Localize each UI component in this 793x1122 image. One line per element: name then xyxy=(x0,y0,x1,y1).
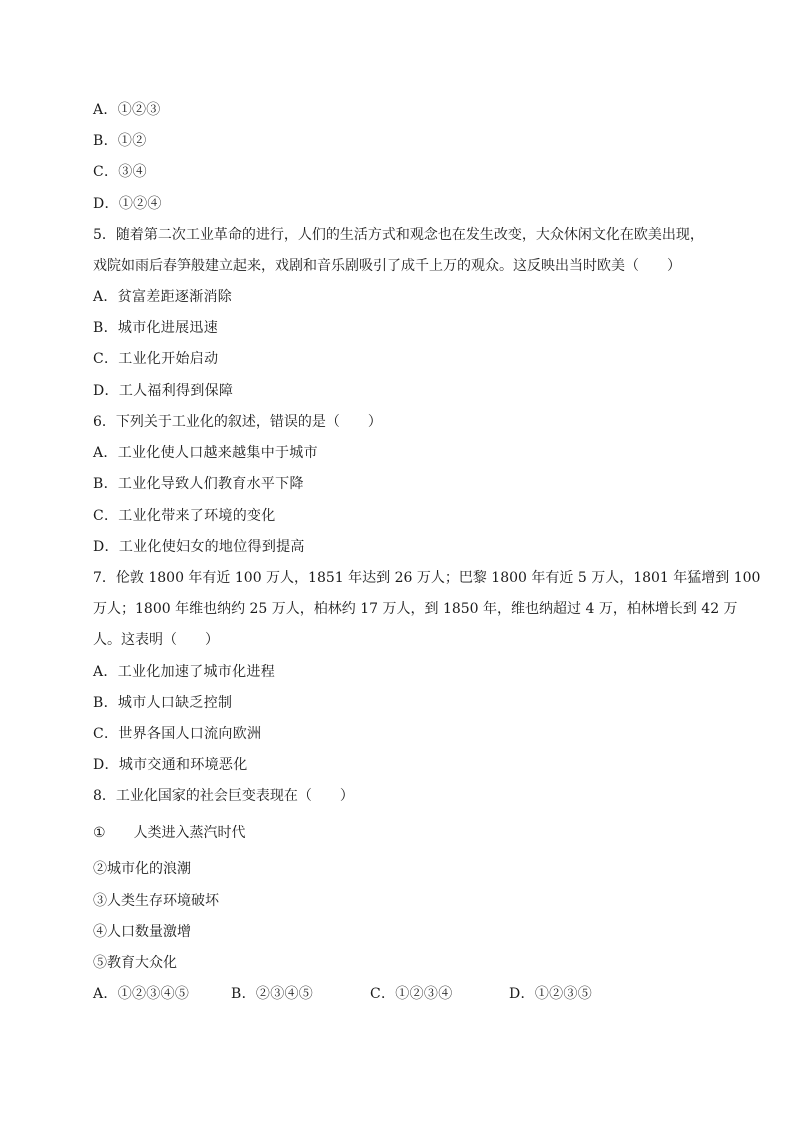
q8-item-1-text: 人类进入蒸汽时代 xyxy=(133,825,246,841)
q5-option-b: B．城市化进展迅速 xyxy=(93,320,218,336)
q5-stem-line2: 戏院如雨后春笋般建立起来，戏剧和音乐剧吸引了成千上万的观众。这反映出当时欧美（ ） xyxy=(93,258,681,274)
q7-option-a: A．工业化加速了城市化进程 xyxy=(93,664,276,680)
q8-option-c: C．①②③④ xyxy=(370,986,453,1002)
q8-option-d: D．①②③⑤ xyxy=(509,986,593,1002)
q4-option-a: A．①②③ xyxy=(93,102,161,118)
q7-option-d: D．城市交通和环境恶化 xyxy=(93,757,248,773)
q7-option-b: B．城市人口缺乏控制 xyxy=(93,695,233,711)
q8-item-1 xyxy=(93,825,246,841)
q8-options-row xyxy=(93,986,592,1002)
q7-option-c: C．世界各国人口流向欧洲 xyxy=(93,726,262,742)
q7-stem-line3: 人。这表明（ ） xyxy=(93,632,219,648)
q8-option-a: A．①②③④⑤ xyxy=(93,986,190,1002)
q6-stem: 6．下列关于工业化的叙述，错误的是（ ） xyxy=(93,414,382,430)
q5-option-c: C．工业化开始启动 xyxy=(93,351,219,367)
q5-option-d: D．工人福利得到保障 xyxy=(93,383,234,399)
q7-stem-line1: 7．伦敦 1800 年有近 100 万人，1851 年达到 26 万人；巴黎 1800 年有近 5 万人，1801 年猛增到 100 xyxy=(93,570,761,586)
q8-stem: 8．工业化国家的社会巨变表现在（ ） xyxy=(93,788,354,804)
q7-stem-line2: 万人；1800 年维也纳约 25 万人，柏林约 17 万人，到 1850 年，维也纳超过 4 万，柏林增长到 42 万 xyxy=(93,601,738,617)
q4-option-b: B．①② xyxy=(93,133,147,149)
q6-option-a: A．工业化使人口越来越集中于城市 xyxy=(93,445,318,461)
q8-item-5: ⑤教育大众化 xyxy=(93,955,177,971)
q8-item-1-number: ① xyxy=(93,825,106,841)
q4-option-c: C．③④ xyxy=(93,164,147,180)
q8-item-2: ②城市化的浪潮 xyxy=(93,861,191,877)
q6-option-c: C．工业化带来了环境的变化 xyxy=(93,508,276,524)
q8-item-4: ④人口数量激增 xyxy=(93,924,191,940)
q5-option-a: A．贫富差距逐渐消除 xyxy=(93,289,233,305)
q6-option-d: D．工业化使妇女的地位得到提高 xyxy=(93,539,305,555)
q6-option-b: B．工业化导致人们教育水平下降 xyxy=(93,476,304,492)
q4-option-d: D．①②④ xyxy=(93,196,162,212)
q5-stem-line1: 5．随着第二次工业革命的进行，人们的生活方式和观念也在发生改变，大众休闲文化在欧美出现， xyxy=(93,227,704,243)
q8-option-b: B．②③④⑤ xyxy=(231,986,314,1002)
q8-item-3: ③人类生存环境破坏 xyxy=(93,893,219,909)
